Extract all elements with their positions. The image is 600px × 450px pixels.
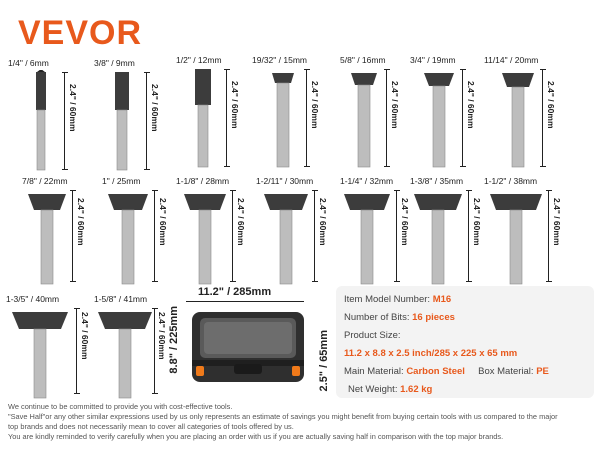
drill-bit-image [412,190,464,286]
bit-size-label: 7/8" / 22mm [22,176,68,186]
drill-bit-image [26,70,56,172]
drill-bit-image [10,308,70,400]
drill-bit-image [420,69,458,169]
bit-length-label: 2.4" / 60mm [230,81,240,129]
carrying-case-image [188,308,308,386]
bit-size-label: 1" / 25mm [102,176,141,186]
bit-length-label: 2.4" / 60mm [390,81,400,129]
bit-size-label: 1-1/4" / 32mm [340,176,394,186]
bit-item [340,176,420,288]
bit-item [256,176,340,288]
bit-item [94,58,170,176]
bit-item [410,55,486,173]
case-depth-label: 8.8" / 225mm [168,306,180,374]
vevor-logo: VEVOR [18,14,143,52]
bit-item [94,294,174,400]
bit-size-label: 3/8" / 9mm [94,58,135,68]
bit-size-label: 1-2/11" / 30mm [256,176,314,186]
drill-bit-image [346,69,382,169]
spec-bits: Number of Bits: 16 pieces [344,312,455,323]
bit-length-label: 2.4" / 60mm [546,81,556,129]
bit-item [484,55,564,173]
bit-size-label: 1/4" / 6mm [8,58,49,68]
drill-bit-image [106,70,140,172]
bit-size-label: 1-5/8" / 41mm [94,294,148,304]
bit-length-label: 2.4" / 60mm [472,198,482,246]
bit-size-label: 1-3/8" / 35mm [410,176,464,186]
spec-size-value: 11.2 x 8.8 x 2.5 inch/285 x 225 x 65 mm [344,348,518,359]
drill-bit-image [26,190,68,286]
case-height-label: 2.5" / 65mm [318,330,330,392]
bit-item [22,176,98,288]
bit-length-label: 2.4" / 60mm [318,198,328,246]
bit-size-label: 1-1/8" / 28mm [176,176,230,186]
bit-length-label: 2.4" / 60mm [68,84,78,132]
bit-size-label: 19/32" / 15mm [252,55,307,65]
bit-length-label: 2.4" / 60mm [150,84,160,132]
spec-weight: Net Weight: 1.62 kg [348,384,433,395]
bit-item [102,176,178,288]
drill-bit-image [182,190,228,286]
bit-length-label: 2.4" / 60mm [400,198,410,246]
spec-size: Product Size: [344,330,401,341]
bit-size-label: 5/8" / 16mm [340,55,386,65]
specs-panel [336,286,594,398]
bit-item [6,294,96,400]
bit-length-label: 2.4" / 60mm [157,312,167,360]
bit-size-label: 1/2" / 12mm [176,55,222,65]
bit-item [340,55,416,173]
bit-length-label: 2.4" / 60mm [236,198,246,246]
bit-length-label: 2.4" / 60mm [76,198,86,246]
drill-bit-image [262,190,310,286]
drill-bit-image [106,190,150,286]
bit-size-label: 11/14" / 20mm [484,55,539,65]
bit-item [410,176,490,288]
bit-length-label: 2.4" / 60mm [158,198,168,246]
case-width-label: 11.2" / 285mm [198,286,272,298]
bit-item [484,176,580,288]
carrying-case-section [168,286,338,401]
drill-bit-image [266,69,300,169]
drill-bit-image [488,190,544,286]
bit-item [176,55,252,173]
drill-bit-image [186,67,222,169]
bit-item [176,176,256,288]
bit-length-label: 2.4" / 60mm [310,81,320,129]
drill-bit-image [342,190,392,286]
spec-material: Main Material: Carbon Steel Box Material: PE [344,366,549,377]
bit-item [8,58,84,176]
bit-size-label: 1-3/5" / 40mm [6,294,60,304]
bit-length-label: 2.4" / 60mm [552,198,562,246]
disclaimer-text: We continue to be committed to provide you with cost-effective tools. "Save Half"or any other similar expressions used by us only represents an estimate of savings you might benefit from buying certain tools with us compared to the major top brands and does not necessarily mean to cover all categories of tools offered by us. You are kindly reminded to verify carefully when you are placing an order with us if you are actually saving half in comparison with the top major brands. [8,402,558,441]
bit-size-label: 3/4" / 19mm [410,55,456,65]
drill-bit-image [498,69,538,169]
drill-bit-image [96,308,154,400]
spec-model: Item Model Number: M16 [344,294,452,305]
bit-length-label: 2.4" / 60mm [466,81,476,129]
bit-length-label: 2.4" / 60mm [80,312,90,360]
bit-size-label: 1-1/2" / 38mm [484,176,538,186]
bit-item [252,55,334,173]
